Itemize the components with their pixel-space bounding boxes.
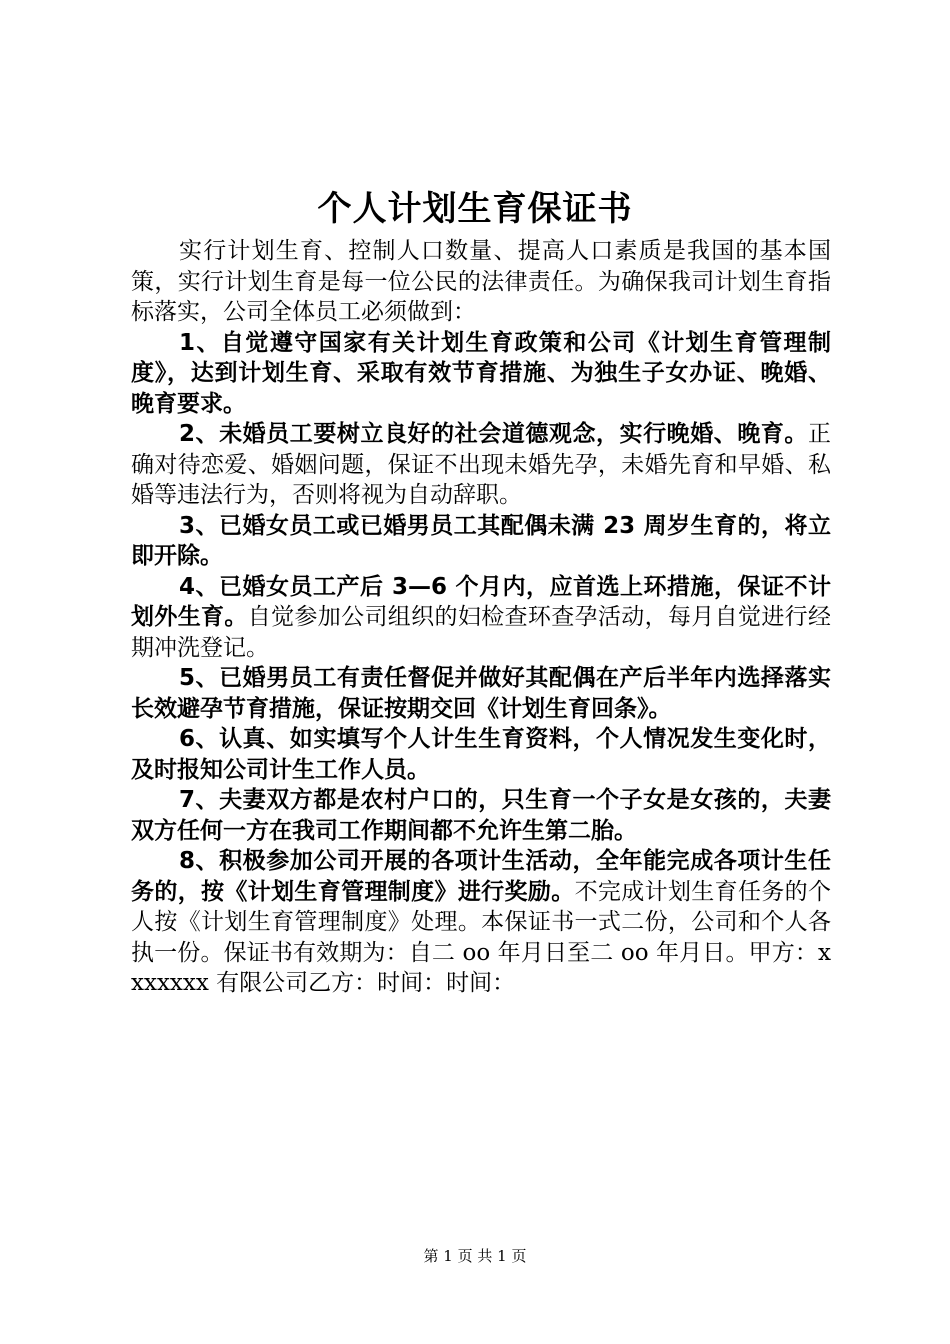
page-number-footer: 第 1 页 共 1 页 xyxy=(423,1247,527,1265)
document-title: 个人计划生育保证书 xyxy=(317,189,633,229)
clause-1 xyxy=(131,328,831,420)
intro-paragraph: 实行计划生育、控制人口数量、提高人口素质是我国的基本国策，实行计划生育是每一位公民的法律责任。为确保我司计划生育指标落实，公司全体员工必须做到： xyxy=(131,238,831,325)
clause-3-bold-text: 3、已婚女员工或已婚男员工其配偶未满 23 周岁生育的，将立即开除。 xyxy=(131,512,831,569)
clause-8-normal-text: 不完成计划生育任务的个人按《计划生育管理制度》处理。本保证书一式二份，公司和个人各执一份。保证书有效期为：自二 oo 年月日至二 oo 年月日。甲方：xxxxxxx 有限公司乙方：时间：时间： xyxy=(131,878,832,996)
clause-7-bold-text: 7、夫妻双方都是农村户口的，只生育一个子女是女孩的，夫妻双方任何一方在我司工作期间都不允许生第二胎。 xyxy=(131,787,831,844)
clause-2 xyxy=(131,419,831,511)
clause-2-normal-text: 正确对待恋爱、婚姻问题，保证不出现未婚先孕，未婚先育和早婚、私婚等违法行为，否则将视为自动辞职。 xyxy=(131,421,831,508)
clause-2-bold-text: 2、未婚员工要树立良好的社会道德观念，实行晚婚、晚育。 xyxy=(179,421,808,447)
clause-8-bold-text: 8、积极参加公司开展的各项计生活动，全年能完成各项计生任务的，按《计划生育管理制度》进行奖励。 xyxy=(131,848,831,905)
clause-4-normal-text: 自觉参加公司组织的妇检查环查孕活动，每月自觉进行经期冲洗登记。 xyxy=(131,604,832,661)
clause-1-bold-text: 1、自觉遵守国家有关计划生育政策和公司《计划生育管理制度》，达到计划生育、采取有效节育措施、为独生子女办证、晚婚、晚育要求。 xyxy=(131,329,831,417)
clause-8 xyxy=(131,846,831,999)
clause-6 xyxy=(131,724,831,785)
clause-6-bold-text: 6、认真、如实填写个人计生生育资料，个人情况发生变化时，及时报知公司计生工作人员。 xyxy=(131,726,831,783)
clause-4-bold-text: 4、已婚女员工产后 3—6 个月内，应首选上环措施，保证不计划外生育。 xyxy=(131,573,831,630)
clause-5 xyxy=(131,663,831,724)
clause-4 xyxy=(131,572,831,664)
clause-5-bold-text: 5、已婚男员工有责任督促并做好其配偶在产后半年内选择落实长效避孕节育措施，保证按期交回《计划生育回条》。 xyxy=(131,665,831,722)
clause-7 xyxy=(131,785,831,846)
document-body xyxy=(131,236,831,999)
clause-3 xyxy=(131,511,831,572)
